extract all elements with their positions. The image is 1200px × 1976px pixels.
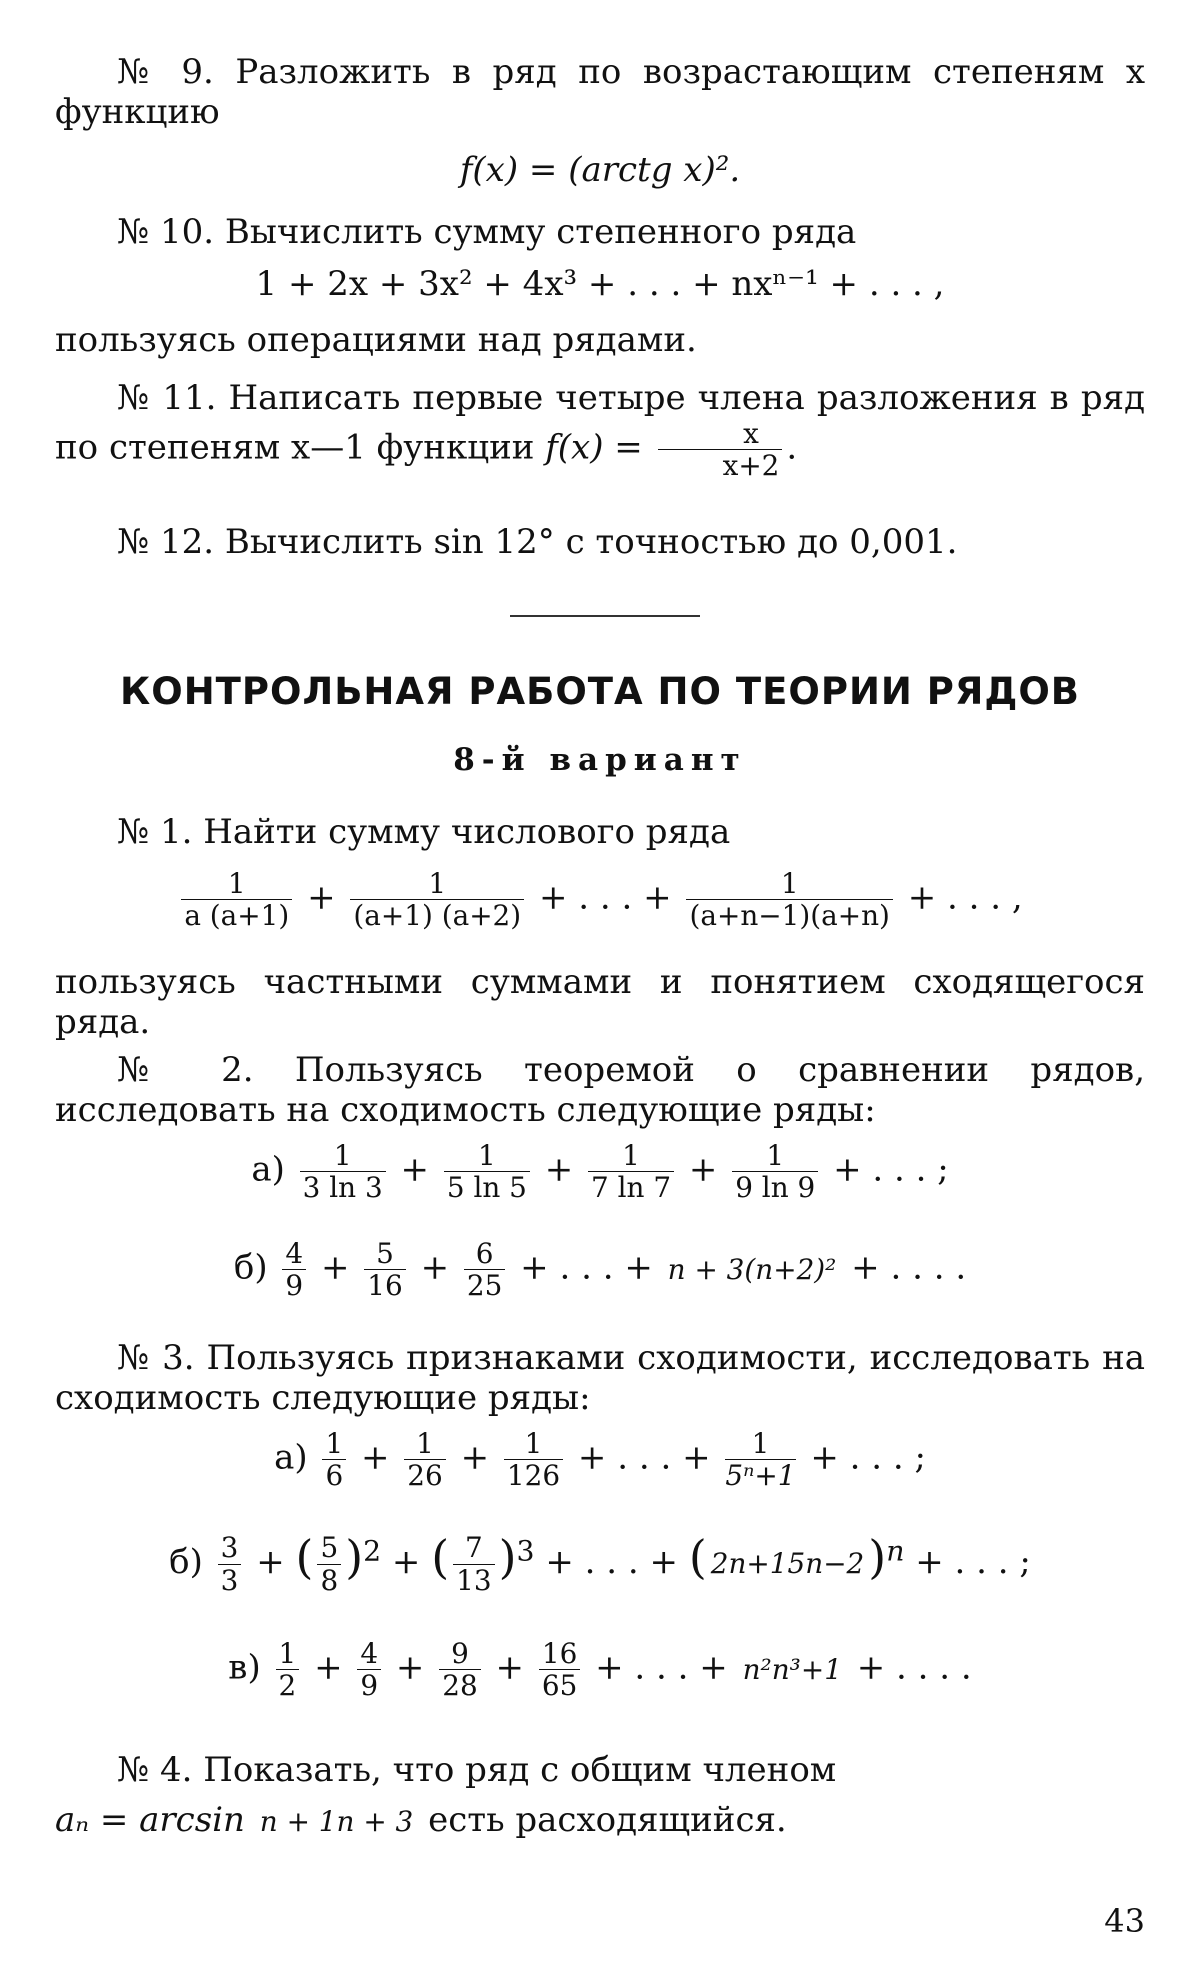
fraction-denominator: 65 <box>541 1669 578 1703</box>
series-tail: + . . . , <box>907 877 1023 918</box>
series-term <box>464 1238 505 1301</box>
exponent: 3 <box>516 1534 535 1568</box>
fraction-numerator: 1 <box>404 1428 445 1460</box>
fraction-denominator: 13 <box>456 1563 492 1597</box>
problem-4-fraction <box>260 1806 414 1837</box>
problem-2b-series: б) $\frac{4}{9}$ + $\frac{5}{16}$ + $\frac{6}{25}$ + . . . + n + 3(n+2)² + . . . . <box>233 1237 967 1303</box>
fraction-numerator: 6 <box>464 1238 505 1270</box>
problem-3-text: № 3. Пользуясь признаками сходимости, исследовать на сходимость следующие ряды: <box>55 1338 1145 1418</box>
fraction-numerator: 1 <box>588 1140 674 1172</box>
series-tail: + . . . . <box>851 1247 967 1288</box>
problem-2-text: № 2. Пользуясь теоремой о сравнении рядов, исследовать на сходимость следующие ряды: <box>55 1050 1145 1130</box>
fraction-denominator: 25 <box>466 1269 503 1303</box>
fraction-numerator: n + 3 <box>667 1253 745 1287</box>
fraction-numerator: 1 <box>300 1140 386 1172</box>
ellipsis: + . . . + <box>520 1247 653 1288</box>
fraction-denominator: 2 <box>278 1669 297 1703</box>
fraction-numerator: 1 <box>276 1638 300 1670</box>
page-number: 43 <box>1104 1902 1145 1940</box>
fraction-numerator: 7 <box>453 1532 494 1564</box>
problem-1-series <box>0 868 1200 931</box>
series-term <box>322 1428 346 1491</box>
fraction-denominator: 5 ln 5 <box>446 1171 527 1205</box>
problem-11-statement: № 11. Написать первые четыре члена разложения в ряд по степеням x—1 функции <box>55 378 1145 468</box>
series-term <box>588 1140 674 1203</box>
series-term <box>218 1532 242 1595</box>
series-general-term <box>711 1548 865 1579</box>
fraction-denominator: (a+1) (a+2) <box>353 899 522 933</box>
problem-10-formula: 1 + 2x + 3x² + 4x³ + . . . + nxⁿ⁻¹ + . . . , <box>255 264 945 304</box>
plus-sign: + <box>307 877 336 918</box>
fraction-numerator: 1 <box>322 1428 346 1460</box>
series-term <box>404 1428 445 1491</box>
problem-1-text: № 1. Найти сумму числового ряда <box>117 812 731 852</box>
problem-3c-series: в) $\frac{1}{2}$ + $\frac{4}{9}$ + $\frac{9}{28}$ + $\frac{16}{65}$ + . . . + n²n³+1 + . . . . <box>228 1637 972 1703</box>
problem-4-text: № 4. Показать, что ряд с общим членом <box>117 1750 837 1790</box>
exponent: 2 <box>363 1534 382 1568</box>
series-term <box>444 1140 530 1203</box>
series-term-1 <box>181 868 292 931</box>
fraction-numerator: 16 <box>539 1638 580 1670</box>
series-term <box>504 1428 563 1491</box>
fraction-denominator: 3 <box>220 1563 239 1597</box>
fraction-numerator: 1 <box>350 868 524 900</box>
section-title: КОНТРОЛЬНАЯ РАБОТА ПО ТЕОРИИ РЯДОВ <box>120 670 1080 713</box>
series-term <box>539 1638 580 1701</box>
fraction-numerator: 5 <box>317 1532 341 1564</box>
problem-11-fraction <box>658 418 783 481</box>
fraction-denominator: a (a+1) <box>184 899 290 933</box>
series-term <box>282 1238 306 1301</box>
fraction-numerator: 1 <box>732 1140 818 1172</box>
fraction-denominator: 7 ln 7 <box>591 1171 672 1205</box>
problem-3b-series: б) $\frac{3}{3}$ + ( $\frac{5}{8}$ )$^2$ + ( $\frac{7}{13}$ )$^3$ + . . . + ( 2n+15n−2)$^n$ + . . . ; <box>169 1530 1031 1597</box>
item-label: б) <box>233 1247 268 1288</box>
fraction-denominator: n³+1 <box>771 1653 842 1687</box>
series-tail: + . . . . <box>856 1647 972 1688</box>
problem-4-tail: есть расходящийся. <box>428 1800 787 1840</box>
problem-1-tail: пользуясь частными суммами и понятием сходящегося ряда. <box>55 962 1145 1042</box>
item-label: б) <box>169 1542 203 1582</box>
fraction-denominator: x+2 <box>722 449 780 483</box>
fraction-denominator: (n+2)² <box>744 1253 837 1287</box>
fraction-denominator: (a+n−1)(a+n) <box>689 899 890 933</box>
variant-heading: 8-й вариант <box>453 742 747 778</box>
ellipsis: + . . . + <box>577 1437 711 1478</box>
series-term-2 <box>350 868 524 931</box>
fraction-denominator: 9 <box>360 1669 379 1703</box>
problem-10-text: № 10. Вычислить сумму степенного ряда <box>117 212 857 252</box>
ellipsis: + . . . + <box>595 1647 728 1688</box>
fraction-denominator: n + 3 <box>336 1805 414 1839</box>
fraction-numerator: x <box>658 418 783 450</box>
series-term <box>453 1532 494 1595</box>
series-term <box>439 1638 480 1701</box>
series-general-term <box>725 1428 795 1491</box>
problem-10-tail: пользуясь операциями над рядами. <box>55 320 697 360</box>
ellipsis: . . . <box>578 877 633 918</box>
fraction-denominator: 6 <box>325 1459 344 1493</box>
fraction-numerator: 1 <box>504 1428 563 1460</box>
section-divider <box>510 615 700 617</box>
series-general-term <box>743 1654 842 1685</box>
series-general-term <box>686 868 892 931</box>
problem-12-text: № 12. Вычислить sin 12° с точностью до 0,001. <box>117 522 958 562</box>
fraction-numerator: 3 <box>218 1532 242 1564</box>
fraction-denominator: 9 ln 9 <box>735 1171 816 1205</box>
fraction-numerator: 1 <box>725 1428 795 1460</box>
fraction-denominator: 5ⁿ+1 <box>725 1459 796 1493</box>
fraction-numerator: 1 <box>181 868 292 900</box>
fraction-numerator: 4 <box>282 1238 306 1270</box>
series-term <box>357 1638 381 1701</box>
fraction-numerator: 1 <box>444 1140 530 1172</box>
problem-3a-series: а) $\frac{1}{6}$ + $\frac{1}{26}$ + $\frac{1}{126}$ + . . . + $\frac{1}{\text{5ⁿ+1}}$ + . . . ; <box>274 1427 926 1493</box>
fraction-denominator: 28 <box>442 1669 478 1703</box>
fraction-numerator: 2n+1 <box>710 1547 788 1581</box>
fraction-denominator: 3 ln 3 <box>302 1171 383 1205</box>
fraction-denominator: 8 <box>320 1563 339 1597</box>
fraction-denominator: 16 <box>367 1269 403 1303</box>
fraction-numerator: 5 <box>364 1238 405 1270</box>
fraction-numerator: n + 1 <box>259 1805 337 1839</box>
series-term <box>732 1140 818 1203</box>
series-term <box>276 1638 300 1701</box>
item-label: а) <box>274 1437 308 1478</box>
problem-4-formula <box>55 1800 1145 1840</box>
problem-11-fx: f(x) = <box>545 427 643 468</box>
series-tail: + . . . ; <box>833 1149 949 1190</box>
plus-sign: + <box>538 877 568 918</box>
fraction-numerator: 1 <box>686 868 892 900</box>
series-term <box>364 1238 405 1301</box>
fraction-denominator: 5n−2 <box>787 1547 865 1581</box>
fraction-numerator: n² <box>742 1653 772 1687</box>
item-label: а) <box>251 1149 285 1190</box>
general-term-label: aₙ = arcsin <box>55 1800 245 1840</box>
problem-11-text: № 11. Написать первые четыре члена разложения в ряд по степеням x—1 функции f(x) = $\frac{x}{x+2}$ . <box>55 378 1145 483</box>
plus-sign: + <box>643 877 672 918</box>
fraction-numerator: 4 <box>357 1638 381 1670</box>
fraction-numerator: 9 <box>439 1638 480 1670</box>
series-general-term <box>668 1254 837 1285</box>
fraction-denominator: 26 <box>407 1459 443 1493</box>
series-tail: + . . . ; <box>810 1437 926 1478</box>
problem-9-text: № 9. Разложить в ряд по возрастающим степеням x функцию <box>55 52 1145 132</box>
problem-2a-series: а) $\frac{1}{3 \ln 3}$ + $\frac{1}{5 \ln 5}$ + $\frac{1}{7 \ln 7}$ + $\frac{1}{9 \ln 9}$ + . . . ; <box>251 1139 949 1205</box>
fraction-denominator: 126 <box>506 1459 561 1493</box>
series-term <box>300 1140 386 1203</box>
item-label: в) <box>228 1647 261 1688</box>
exponent: n <box>886 1534 905 1568</box>
series-tail: + . . . ; <box>915 1542 1031 1582</box>
ellipsis: + . . . + <box>545 1542 679 1582</box>
fraction-denominator: 9 <box>285 1269 304 1303</box>
series-term <box>317 1532 341 1595</box>
problem-9-formula: f(x) = (arctg x)². <box>459 150 741 190</box>
